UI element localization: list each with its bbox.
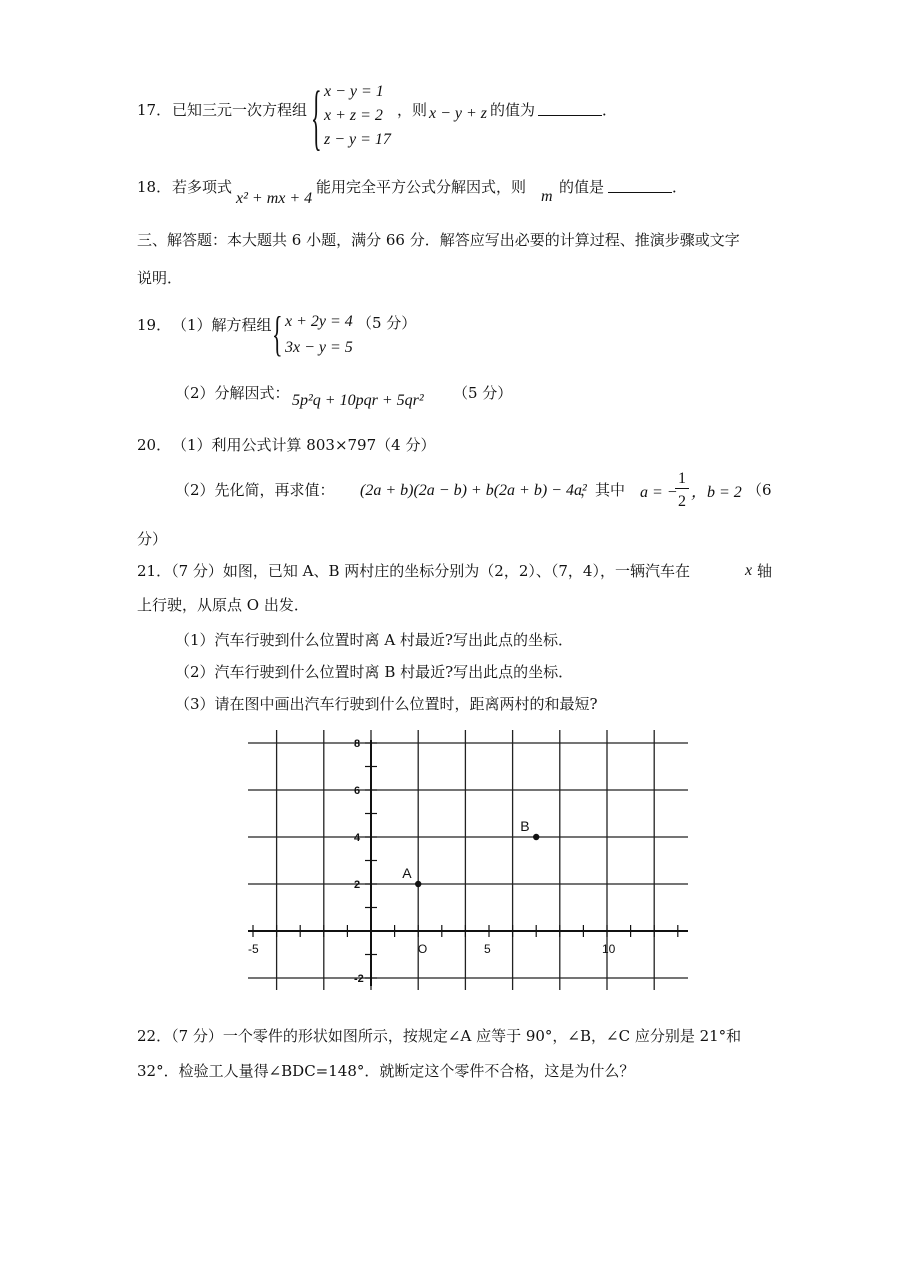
y-tick-label: 8 bbox=[354, 738, 361, 750]
q17-eq3: z − y = 17 bbox=[324, 131, 391, 148]
q21-sub2: （2）汽车行驶到什么位置时离 B 村最近?写出此点的坐标． bbox=[175, 663, 574, 681]
q18-post: 的值是 bbox=[559, 178, 605, 196]
q20-score-close: 分） bbox=[137, 530, 168, 548]
section3-header: 三、解答题：本大题共 6 小题，满分 66 分．解答应写出必要的计算过程、推演步骤或文字 bbox=[137, 231, 740, 249]
q20-part2: （2）先化简，再求值： bbox=[175, 481, 335, 499]
q20-a-value: a = − bbox=[640, 484, 678, 501]
x-tick-label: -5 bbox=[248, 942, 259, 956]
y-tick-label: -2 bbox=[354, 973, 364, 985]
grid-lines bbox=[248, 730, 688, 990]
q21-sub1: （1）汽车行驶到什么位置时离 A 村最近?写出此点的坐标． bbox=[175, 631, 573, 649]
q22-line1: 22．（7 分）一个零件的形状如图所示，按规定∠A 应等于 90°，∠B，∠C 应分别是 21°和 bbox=[137, 1027, 742, 1045]
q19-eq2: 3x − y = 5 bbox=[285, 339, 353, 356]
q19-part1: （1）解方程组 bbox=[172, 316, 272, 334]
q21-line2: 上行驶，从原点 O 出发． bbox=[137, 596, 309, 614]
q18-end: ． bbox=[672, 178, 688, 196]
q18-answer-blank[interactable] bbox=[608, 180, 672, 196]
point-b bbox=[533, 834, 539, 840]
q22-line2: 32°．检验工人量得∠BDC=148°．就断定这个零件不合格，这是为什么？ bbox=[137, 1062, 635, 1080]
section3-header-cont: 说明． bbox=[137, 269, 183, 287]
q19-system-brace: { bbox=[272, 306, 283, 361]
x-tick-label: O bbox=[417, 942, 428, 956]
point-b-label: B bbox=[520, 818, 530, 834]
q17-system-brace: { bbox=[311, 75, 322, 158]
q17-number: 17． bbox=[137, 101, 172, 119]
q17-expression: x − y + z bbox=[429, 105, 488, 122]
axes bbox=[248, 740, 688, 986]
point-a-label: A bbox=[402, 865, 412, 881]
q20-part1: （1）利用公式计算 803×797（4 分） bbox=[172, 436, 436, 454]
q19-eq1: x + 2y = 4 bbox=[285, 313, 353, 330]
y-tick-label: 4 bbox=[354, 832, 361, 844]
coordinate-grid-figure bbox=[240, 728, 695, 993]
q21-var-x: x bbox=[745, 562, 753, 579]
q19-part2: （2）分解因式： bbox=[175, 384, 290, 402]
q17-prefix: 已知三元一次方程组 bbox=[172, 101, 308, 119]
q17-end: ． bbox=[602, 101, 618, 119]
q21-line1: 21．（7 分）如图，已知 A、B 两村庄的坐标分别为（2，2）、（7，4），一辆汽车在 bbox=[137, 562, 690, 580]
point-a bbox=[415, 881, 421, 887]
q18-number: 18． bbox=[137, 178, 172, 196]
y-tick-label: 6 bbox=[354, 785, 361, 797]
x-tick-label: 5 bbox=[484, 942, 491, 956]
q17-mid: ，则 bbox=[397, 101, 428, 119]
q20-b-value: ，b = 2 bbox=[691, 484, 742, 501]
q18-var-m: m bbox=[541, 188, 553, 205]
q20-part2-mid: ，其中 bbox=[580, 481, 626, 499]
q17-post: 的值为 bbox=[490, 101, 536, 119]
q18-mid: 能用完全平方公式分解因式，则 bbox=[316, 178, 527, 196]
q19-part2-expression: 5p²q + 10pqr + 5qr² bbox=[292, 392, 424, 409]
q21-line1-end: 轴 bbox=[757, 562, 773, 580]
q17-eq1: x − y = 1 bbox=[324, 83, 384, 100]
q20-score-open: （6 bbox=[747, 481, 772, 499]
q19-number: 19． bbox=[137, 316, 172, 334]
q18-prefix: 若多项式 bbox=[172, 178, 233, 196]
q18-polynomial: x² + mx + 4 bbox=[236, 190, 313, 207]
q17-eq2: x + z = 2 bbox=[324, 107, 383, 124]
q21-sub3: （3）请在图中画出汽车行驶到什么位置时，距离两村的和最短? bbox=[175, 695, 598, 713]
x-tick-label: 10 bbox=[602, 942, 616, 956]
y-tick-label: 2 bbox=[354, 879, 361, 891]
q20-fraction-numerator: 1 bbox=[675, 470, 689, 489]
q19-part1-score: （5 分） bbox=[357, 314, 417, 332]
q20-fraction-denominator: 2 bbox=[678, 493, 686, 510]
q20-part2-expression: (2a + b)(2a − b) + b(2a + b) − 4a² bbox=[360, 482, 587, 499]
q17-answer-blank[interactable] bbox=[538, 103, 602, 119]
q19-part2-score: （5 分） bbox=[453, 384, 513, 402]
q20-number: 20． bbox=[137, 436, 172, 454]
